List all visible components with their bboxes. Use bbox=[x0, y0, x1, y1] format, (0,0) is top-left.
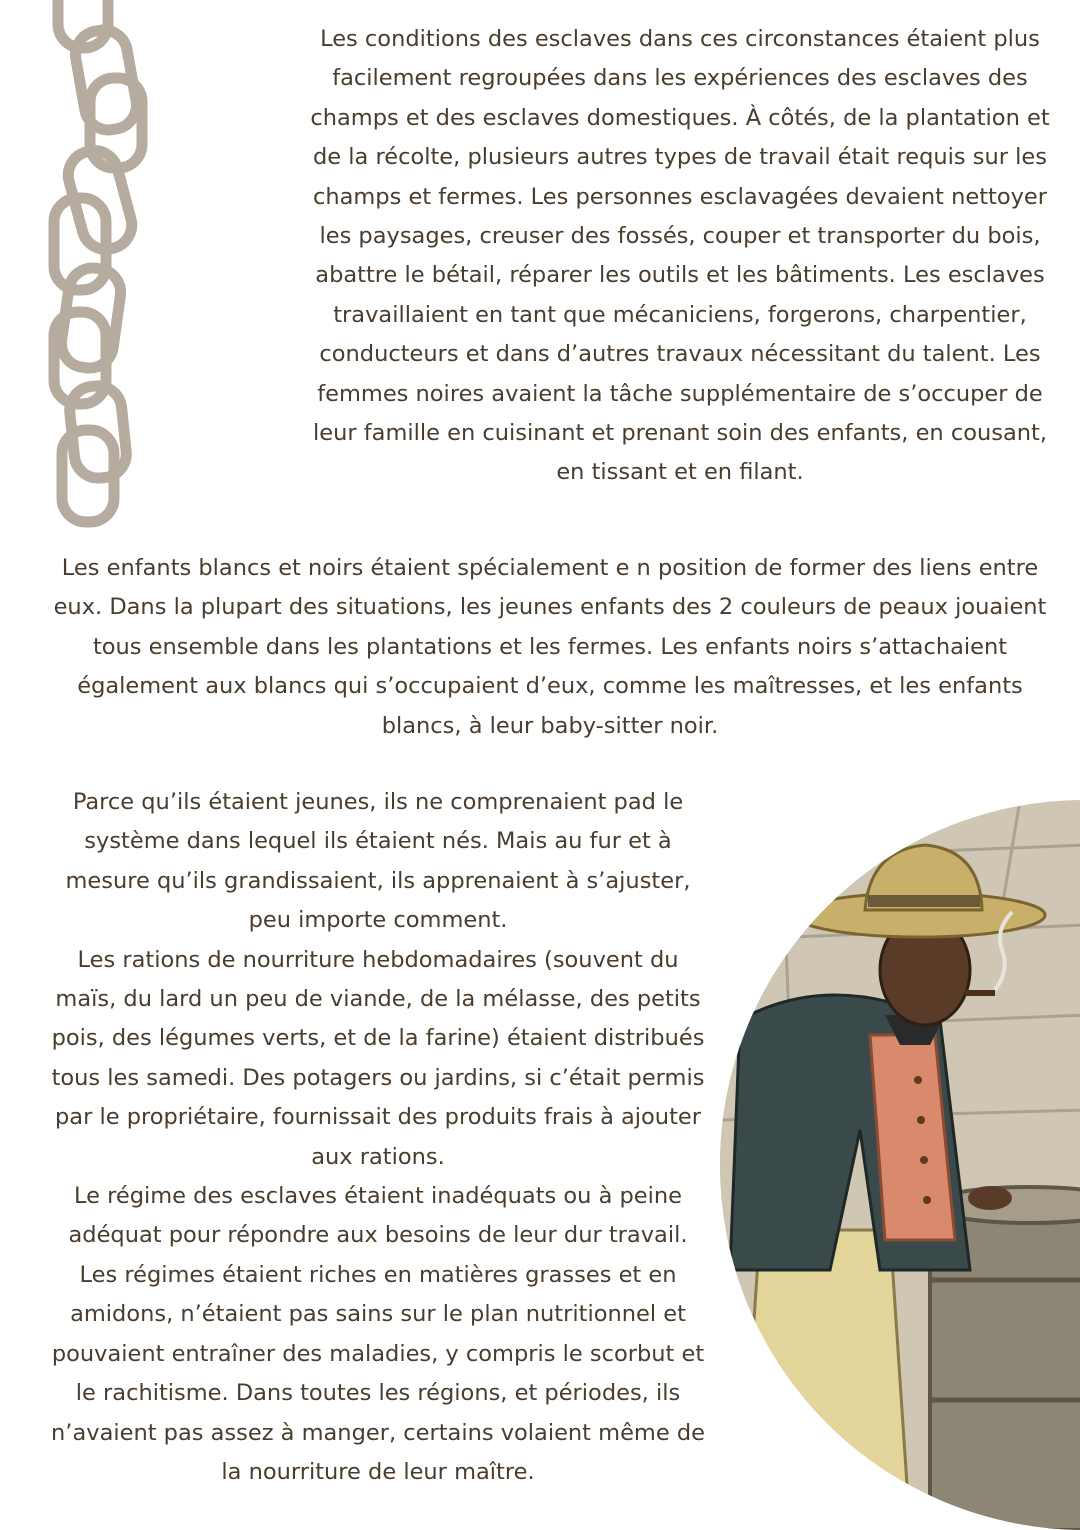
paragraph-diet: Le régime des esclaves étaient inadéquats ou à peine adéquat pour répondre aux besoins de leur dur travail. Les régimes étaient riches en matières grasses et en amidons, n’étaient pas sains sur le plan nutritionnel et pouvaient entraîner des maladies, y compris le scorbut et le rachitisme. Dans toutes les régions, et périodes, ils n’avaient pas assez à manger, certains volaient même de la nourriture de leur maître. bbox=[51, 1183, 705, 1485]
portrait-illustration bbox=[720, 800, 1080, 1530]
paragraph-growing-up: Parce qu’ils étaient jeunes, ils ne comprenaient pad le système dans lequel ils étaient nés. Mais au fur et à mesure qu’ils grandissaient, ils apprenaient à s’ajuster, peu importe comment. bbox=[65, 789, 691, 934]
paragraph-weekly-rations: Les rations de nourriture hebdomadaires (souvent du maïs, du lard un peu de viande, de la mélasse, des petits pois, des légumes verts, et de la farine) étaient distribués tous les samedi. Des potagers ou jardins, si c’était permis par le propriétaire, fournissait des produits frais à ajouter aux rations. bbox=[51, 946, 705, 1170]
paragraph-food-rations bbox=[48, 783, 708, 1492]
chain-icon bbox=[40, 0, 170, 540]
paragraph-work-conditions: Les conditions des esclaves dans ces circonstances étaient plus facilement regroupées dans les expériences des esclaves des champs et des esclaves domestiques. À côtés, de la plantation et de la récolte, plusieurs autres types de travail était requis sur les champs et fermes. Les personnes esclavagées devaient nettoyer les paysages, creuser des fossés, couper et transporter du bois, abattre le bétail, réparer les outils et les bâtiments. Les esclaves travaillaient en tant que mécaniciens, forgerons, charpentier, conducteurs et dans d’autres travaux nécessitant du talent. Les femmes noires avaient la tâche supplémentaire de s’occuper de leur famille en cuisinant et prenant soin des enfants, en cousant, en tissant et en filant. bbox=[310, 26, 1050, 486]
paragraph-children: Les enfants blancs et noirs étaient spécialement e n position de former des liens entre eux. Dans la plupart des situations, les jeunes enfants des 2 couleurs de peaux jouaient tous ensemble dans les plantations et les fermes. Les enfants noirs s’attachaient également aux blancs qui s’occupaient d’eux, comme les maîtresses, et les enfants blancs, à leur baby-sitter noir. bbox=[53, 555, 1047, 739]
